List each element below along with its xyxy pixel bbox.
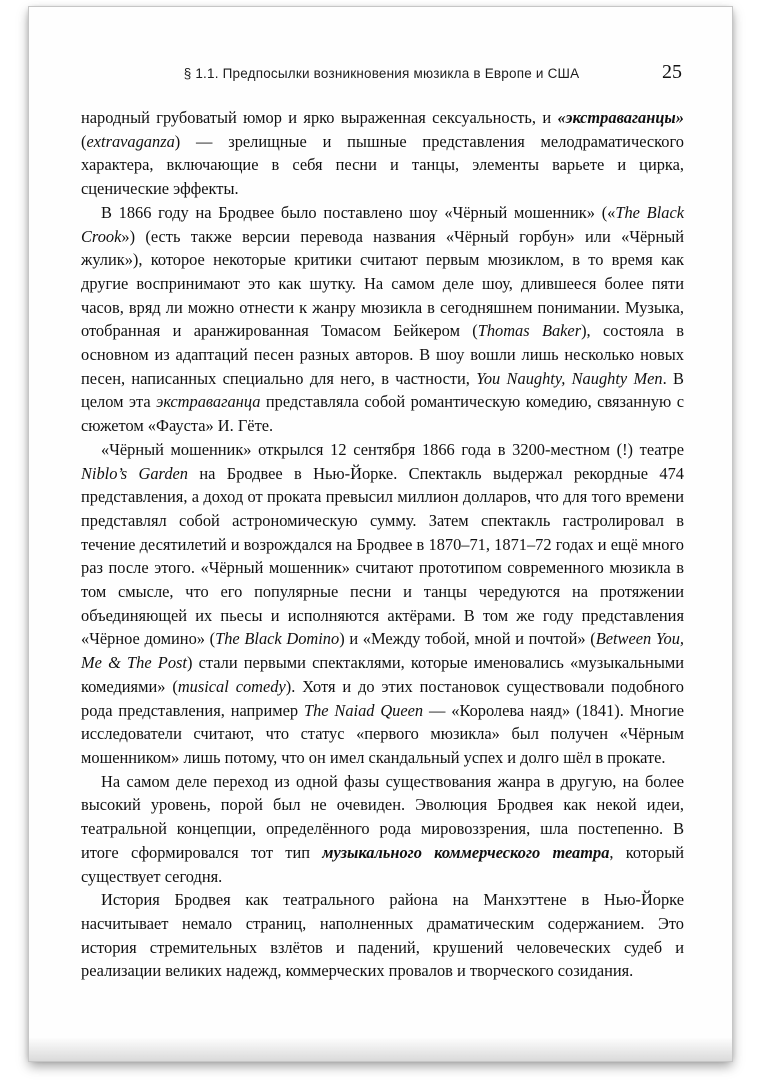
italic-run: Between You, Me & The Post	[81, 629, 684, 673]
text-run: ) — зрелищные и пышные представления мелодраматического характера, включающие в себя песни и танцы, элементы варьете и цирка, сценические эффекты.	[81, 131, 684, 199]
text-run: ), состояла в основном из адаптаций песен разных авторов. В шоу вошли лишь несколько новых песен, написанных специально для него, в частности,	[81, 321, 684, 388]
running-title: § 1.1. Предпосылки возникновения мюзикла в Европе и США	[183, 66, 580, 81]
page-number: 25	[662, 61, 682, 83]
italic-run: The Naiad Queen	[303, 700, 424, 720]
italic-run: You Naughty, Naughty Men	[476, 368, 663, 388]
text-run: История Бродвея как театрального района на Манхэттене в Нью-Йорке насчитывает немало страниц, наполненных драматическим содержанием. Это история стремительных взлётов и падений, крушений человеческих судеб и реализации великих надежд, коммерческих провалов и творческого созидания.	[81, 890, 684, 981]
page-body	[81, 106, 684, 983]
italic-run: экстраваганца	[156, 392, 261, 412]
text-run: (	[81, 131, 87, 151]
book-page	[28, 6, 733, 1062]
italic-run: extravaganza	[86, 131, 175, 151]
text-run: «Чёрный мошенник» открылся 12 сентября 1866 года в 3200-местном (!) театре	[101, 439, 684, 459]
text-run: , который существует сегодня.	[81, 842, 684, 886]
italic-run: Thomas Baker	[477, 321, 582, 341]
text-run: На самом деле переход из одной фазы существования жанра в другую, на более высокий уровень, порой был не очевиден. Эволюция Бродвея как некой идеи, театральной концепции, определённого рода мировоззрения, шла постепенно. В итоге сформировался тот тип	[81, 771, 684, 862]
text-run: ). Хотя и до этих постановок существовали подобного рода представления, например	[81, 676, 685, 720]
bold-italic-run: «экстраваганцы»	[557, 108, 684, 127]
italic-run: Niblo’s Garden	[81, 463, 188, 483]
italic-run: The Black Domino	[215, 629, 340, 649]
italic-run: musical comedy	[177, 676, 286, 696]
text-run: ») (есть также версии перевода названия «Чёрный горбун» или «Чёрный жулик»), которое некоторые критики считают первым мюзиклом, в то время как другие воспринимают это как шутку. На самом деле шоу, длившееся более пяти часов, вряд ли можно отнести к жанру мюзикла в сегодняшнем понимании. Музыка, отобранная и аранжированная Томасом Бейкером (	[81, 226, 684, 341]
paragraph	[81, 438, 684, 770]
bold-italic-run: музыкального коммерческого театра	[322, 842, 610, 862]
running-head	[81, 61, 682, 85]
italic-run: The Black Crook	[81, 202, 684, 246]
paragraph	[81, 888, 684, 983]
text-run: представляла собой романтическую комедию, связанную с сюжетом «Фауста» И. Гёте.	[81, 392, 684, 436]
text-run: ) стали первыми спектаклями, которые именовались «музыкальными комедиями» (	[81, 653, 684, 696]
paragraph	[81, 106, 684, 201]
text-run: . В целом эта	[81, 368, 684, 412]
text-run: ) и «Между тобой, мной и почтой» (	[339, 629, 596, 649]
text-run: народный грубоватый юмор и ярко выраженная сексуальность, и	[81, 108, 558, 127]
paragraph	[81, 201, 684, 438]
text-run: — «Королева наяд» (1841). Многие исследователи считают, что статус «первого мюзикла» был получен «Чёрным мошенником» лишь потому, что он имел скандальный успех и долго шёл в прокате.	[81, 700, 684, 767]
text-run: на Бродвее в Нью-Йорке. Спектакль выдержал рекордные 474 представления, а доход от проката превысил миллион долларов, что для того времени представлял собой астрономическую сумму. Затем спектакль гастролировал в течение десятилетий и возрождался на Бродвее в 1870–71, 1871–72 годах и ещё много раз после этого. «Чёрный мошенник» считают прототипом современного мюзикла в том смысле, что его популярные песни и танцы чередуются на протяжении объединяющей их пьесы и исполняются актёрами. В том же году представления «Чёрное домино» (	[81, 463, 684, 649]
text-run: В 1866 году на Бродвее было поставлено шоу «Чёрный мошенник» («	[101, 202, 616, 222]
paragraph	[81, 770, 684, 889]
